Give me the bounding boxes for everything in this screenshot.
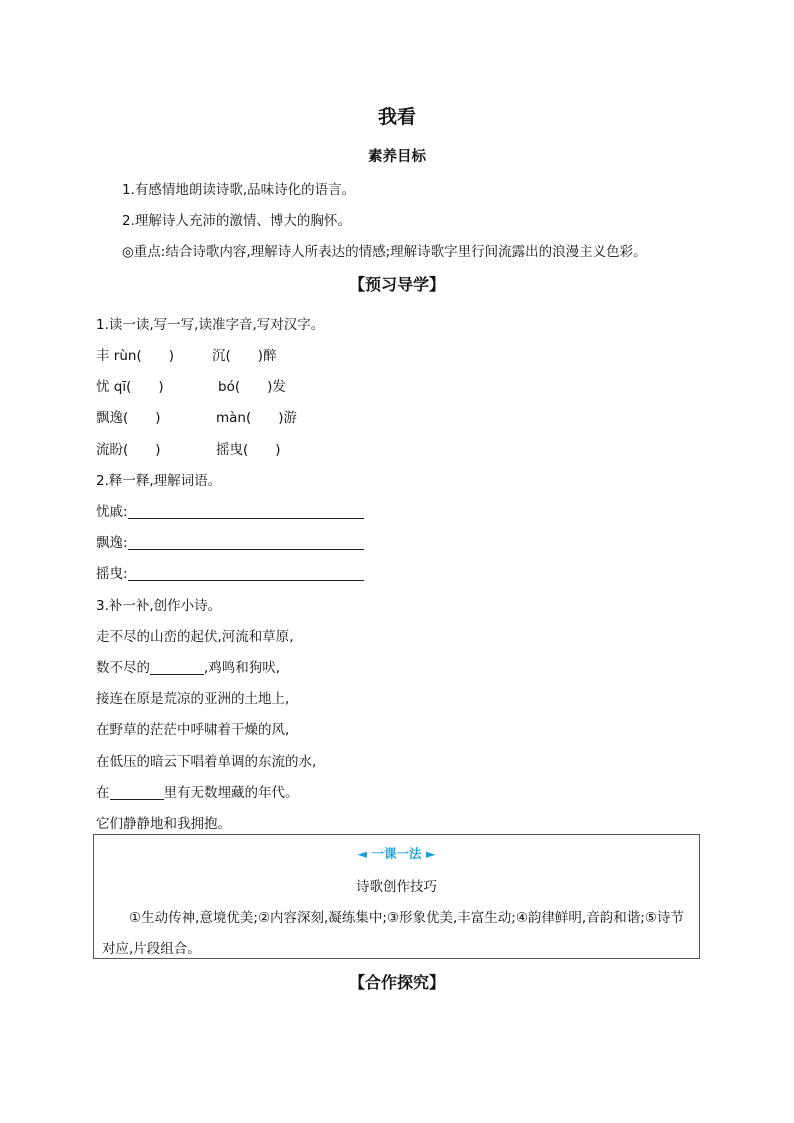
goal-1: 1.有感情地朗读诗歌,品味诗化的语言。 xyxy=(122,182,356,198)
question-2: 2.释一释,理解词语。 xyxy=(96,473,222,489)
goals-heading: 素养目标 xyxy=(368,149,426,165)
poem-line: 接连在原是荒凉的亚洲的土地上, xyxy=(96,691,290,707)
pinyin-item: 忧 qī( ) xyxy=(96,379,164,395)
pinyin-item: bó( )发 xyxy=(218,379,286,395)
question-1: 1.读一读,写一写,读准字音,写对汉字。 xyxy=(96,317,325,333)
pinyin-item: 流盼( ) xyxy=(96,442,161,458)
answer-blank[interactable] xyxy=(128,504,364,519)
poem-text: 在 xyxy=(96,785,110,801)
poem-text: 里有无数埋藏的年代。 xyxy=(163,785,299,801)
term-item xyxy=(96,531,364,551)
tip-label: ◄ 一课一法 ► xyxy=(357,846,436,861)
term-label: 飘逸: xyxy=(96,535,128,551)
poem-text: 数不尽的 xyxy=(96,660,150,676)
question-3: 3.补一补,创作小诗。 xyxy=(96,598,222,614)
pinyin-item: 摇曳( ) xyxy=(216,442,281,458)
term-item xyxy=(96,562,364,582)
poem-text: ,鸡鸣和狗吠, xyxy=(204,660,281,676)
poem-line xyxy=(96,781,299,801)
goal-2: 2.理解诗人充沛的激情、博大的胸怀。 xyxy=(122,213,351,229)
poem-line: 在低压的暗云下唱着单调的东流的水, xyxy=(96,754,317,770)
section-cooperation-heading: 【合作探究】 xyxy=(348,973,445,992)
term-item xyxy=(96,500,364,520)
answer-blank[interactable] xyxy=(110,785,164,800)
pinyin-item: 飘逸( ) xyxy=(96,410,161,426)
page-title: 我看 xyxy=(377,106,416,128)
tip-box xyxy=(93,834,700,959)
term-label: 忧戚: xyxy=(96,504,128,520)
answer-blank[interactable] xyxy=(128,566,364,581)
section-preview-heading: 【预习导学】 xyxy=(348,275,445,294)
term-label: 摇曳: xyxy=(96,566,128,582)
goal-key-point: ◎重点:结合诗歌内容,理解诗人所表达的情感;理解诗歌字里行间流露出的浪漫主义色彩。 xyxy=(122,244,647,260)
pinyin-item: 沉( )醉 xyxy=(212,348,277,364)
tip-text: ①生动传神,意境优美;②内容深刻,凝练集中;③形象优美,丰富生动;④韵律鲜明,音韵和谐;⑤诗节对应,片段组合。 xyxy=(102,910,684,957)
poem-line: 走不尽的山峦的起伏,河流和草原, xyxy=(96,629,294,645)
poem-line xyxy=(96,656,280,676)
pinyin-item: 丰 rùn( ) xyxy=(96,348,174,364)
tip-heading: 诗歌创作技巧 xyxy=(356,879,437,895)
answer-blank[interactable] xyxy=(150,660,204,675)
poem-line: 在野草的茫茫中呼啸着干燥的风, xyxy=(96,722,290,738)
poem-line: 它们静静地和我拥抱。 xyxy=(96,816,231,832)
pinyin-item: màn( )游 xyxy=(216,410,298,426)
answer-blank[interactable] xyxy=(128,535,364,550)
